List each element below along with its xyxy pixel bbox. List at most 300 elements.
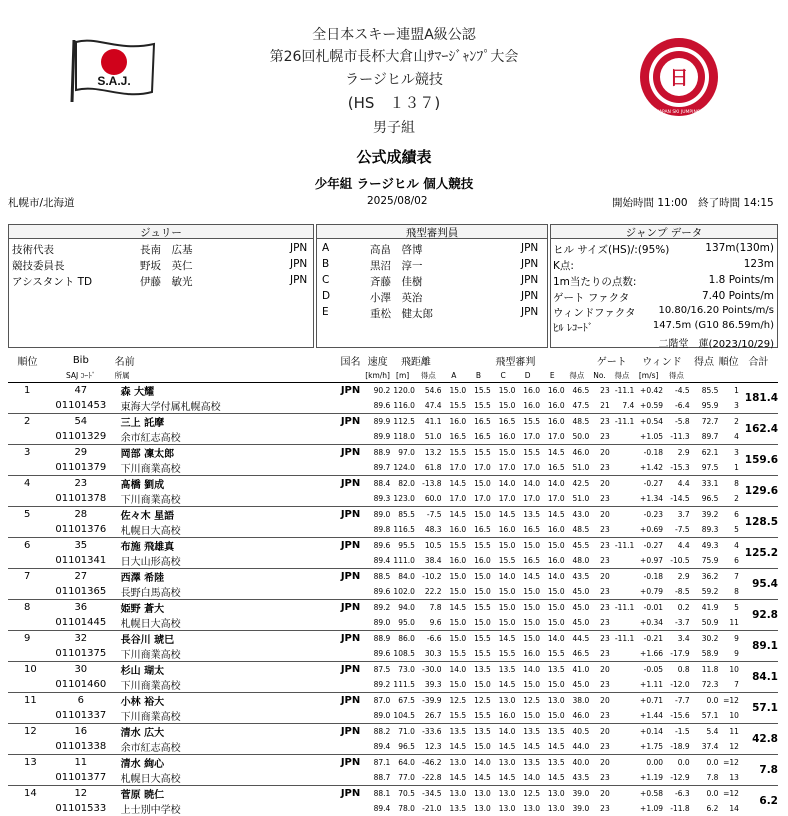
- judge-name: 高畠 啓博: [370, 242, 423, 257]
- athlete-bib: 36: [47, 600, 115, 616]
- round-distance-points: -6.6: [415, 631, 442, 647]
- round-judge-a: 17.0: [442, 460, 467, 476]
- table-row: [8, 677, 778, 693]
- round-judge-d: 15.0: [515, 600, 540, 616]
- athlete-name: 杉山 瑚太: [115, 662, 337, 678]
- round-round-rank: 3: [718, 445, 739, 461]
- round-round-points: 96.5: [690, 491, 719, 507]
- round-judge-d: 16.5: [515, 553, 540, 569]
- round-judge-b: 17.0: [466, 460, 491, 476]
- round-gate-no: 23: [589, 770, 610, 786]
- round-gate-points: [610, 584, 635, 600]
- round-judge-e: 14.5: [540, 770, 565, 786]
- round-speed: 89.0: [365, 507, 390, 523]
- athlete-bib: 29: [47, 445, 115, 461]
- round-wind-points: -11.8: [663, 801, 690, 816]
- athlete-nat: JPN: [336, 662, 365, 678]
- round-distance: 94.0: [390, 600, 415, 616]
- round-round-points: 89.7: [690, 429, 719, 445]
- round-wind-speed: +0.58: [634, 786, 663, 802]
- round-judge-points: 48.0: [565, 553, 590, 569]
- table-row: [8, 445, 778, 461]
- table-row: [8, 491, 778, 507]
- athlete-bib: 35: [47, 538, 115, 554]
- col-distance: 飛距離: [390, 353, 441, 368]
- athlete-saj-code: 01101375: [47, 646, 115, 662]
- round-wind-speed: +1.44: [634, 708, 663, 724]
- round-judge-a: 14.5: [442, 770, 467, 786]
- round-judge-b: 15.5: [466, 398, 491, 414]
- round-judge-c: 15.0: [491, 398, 516, 414]
- round-gate-points: [610, 476, 635, 492]
- table-row: [8, 398, 778, 414]
- round-round-rank: 4: [718, 429, 739, 445]
- athlete-rank: 1: [8, 383, 47, 399]
- round-judge-b: 15.5: [466, 708, 491, 724]
- round-gate-points: [610, 569, 635, 585]
- athlete-nat: JPN: [336, 786, 365, 802]
- round-gate-points: [610, 522, 635, 538]
- round-round-rank: 9: [718, 631, 739, 647]
- athlete-total: 89.1: [739, 631, 778, 662]
- table-row: [8, 414, 778, 430]
- table-row: [8, 507, 778, 523]
- blank-cell: [8, 615, 47, 631]
- round-speed: 88.1: [365, 786, 390, 802]
- round-round-points: 6.2: [690, 801, 719, 816]
- round-judge-c: 13.0: [491, 693, 516, 709]
- athlete-nat: JPN: [336, 569, 365, 585]
- blank-cell: [336, 491, 365, 507]
- round-gate-points: [610, 677, 635, 693]
- col-judge-a: A: [442, 368, 467, 383]
- judge-id: A: [322, 242, 329, 254]
- round-judge-points: 45.0: [565, 677, 590, 693]
- round-wind-speed: -0.01: [634, 600, 663, 616]
- round-gate-points: [610, 460, 635, 476]
- round-distance-points: -22.8: [415, 770, 442, 786]
- round-round-rank: 7: [718, 569, 739, 585]
- athlete-name: 西澤 希陸: [115, 569, 337, 585]
- jury-title: ジュリー: [9, 225, 313, 239]
- round-judge-d: 16.0: [515, 383, 540, 399]
- jury-nat: JPN: [290, 274, 307, 286]
- round-round-points: 75.9: [690, 553, 719, 569]
- round-judge-c: 14.0: [491, 569, 516, 585]
- blank-cell: [8, 677, 47, 693]
- athlete-bib: 23: [47, 476, 115, 492]
- round-distance-points: 51.0: [415, 429, 442, 445]
- round-distance: 116.5: [390, 522, 415, 538]
- table-row: [8, 646, 778, 662]
- round-wind-speed: +0.34: [634, 615, 663, 631]
- round-gate-points: [610, 553, 635, 569]
- round-gate-no: 23: [589, 739, 610, 755]
- round-round-rank: 1: [718, 383, 739, 399]
- round-distance-points: -21.0: [415, 801, 442, 816]
- round-wind-speed: +1.19: [634, 770, 663, 786]
- header-line-certification: 全日本スキー連盟A級公認: [0, 24, 788, 44]
- jury-role: 技術代表: [12, 242, 54, 257]
- round-judge-e: 15.0: [540, 600, 565, 616]
- round-gate-no: 20: [589, 724, 610, 740]
- round-judge-points: 45.0: [565, 600, 590, 616]
- round-judge-e: 15.0: [540, 615, 565, 631]
- table-row: [8, 755, 778, 771]
- round-round-points: 72.7: [690, 414, 719, 430]
- judge-nat: JPN: [521, 242, 538, 254]
- round-distance: 95.0: [390, 615, 415, 631]
- round-wind-points: -10.5: [663, 553, 690, 569]
- round-judge-c: 15.0: [491, 383, 516, 399]
- round-round-rank: 14: [718, 801, 739, 816]
- round-judge-e: 15.0: [540, 538, 565, 554]
- round-judge-c: 16.0: [491, 429, 516, 445]
- round-distance: 123.0: [390, 491, 415, 507]
- round-wind-speed: +1.11: [634, 677, 663, 693]
- round-judge-c: 13.0: [491, 801, 516, 816]
- round-wind-points: 3.7: [663, 507, 690, 523]
- round-speed: 88.9: [365, 445, 390, 461]
- jury-name: 野坂 英仁: [140, 258, 193, 273]
- athlete-nat: JPN: [336, 476, 365, 492]
- round-wind-points: -4.5: [663, 383, 690, 399]
- round-round-points: 5.4: [690, 724, 719, 740]
- round-gate-no: 23: [589, 553, 610, 569]
- round-round-points: 50.9: [690, 615, 719, 631]
- round-distance-points: -30.0: [415, 662, 442, 678]
- round-distance-points: 38.4: [415, 553, 442, 569]
- round-distance: 124.0: [390, 460, 415, 476]
- athlete-team: 札幌日大高校: [115, 770, 337, 786]
- round-gate-no: 23: [589, 631, 610, 647]
- round-gate-points: [610, 662, 635, 678]
- round-judge-d: 17.0: [515, 429, 540, 445]
- round-judge-b: 13.5: [466, 724, 491, 740]
- round-distance-points: -10.2: [415, 569, 442, 585]
- athlete-name: 姫野 蒼大: [115, 600, 337, 616]
- athlete-nat: JPN: [336, 507, 365, 523]
- round-gate-no: 20: [589, 507, 610, 523]
- blank-cell: [336, 460, 365, 476]
- round-distance: 108.5: [390, 646, 415, 662]
- round-judge-d: 14.0: [515, 662, 540, 678]
- round-judge-a: 15.0: [442, 677, 467, 693]
- round-gate-no: 20: [589, 755, 610, 771]
- table-row: [8, 693, 778, 709]
- col-wind: ウィンド: [634, 353, 689, 368]
- round-distance: 67.5: [390, 693, 415, 709]
- athlete-team: 下川商業高校: [115, 646, 337, 662]
- round-round-points: 89.3: [690, 522, 719, 538]
- jury-nat: JPN: [290, 258, 307, 270]
- round-distance: 116.0: [390, 398, 415, 414]
- judge-name: 黒沼 淳一: [370, 258, 423, 273]
- round-round-points: 0.0: [690, 693, 719, 709]
- round-round-rank: 1: [718, 460, 739, 476]
- round-judge-points: 48.5: [565, 414, 590, 430]
- round-judge-points: 51.0: [565, 491, 590, 507]
- round-gate-points: [610, 646, 635, 662]
- athlete-rank: 6: [8, 538, 47, 554]
- athlete-team: 札幌日大高校: [115, 522, 337, 538]
- round-judge-b: 14.5: [466, 770, 491, 786]
- athlete-saj-code: 01101365: [47, 584, 115, 600]
- svg-text:S.A.J.: S.A.J.: [97, 74, 130, 88]
- round-speed: 88.7: [365, 770, 390, 786]
- judge-nat: JPN: [521, 274, 538, 286]
- header-line-discipline: ラージヒル競技: [0, 69, 788, 89]
- round-speed: 87.1: [365, 755, 390, 771]
- round-wind-points: -12.0: [663, 677, 690, 693]
- round-judge-points: 38.0: [565, 693, 590, 709]
- round-judge-points: 45.0: [565, 584, 590, 600]
- round-wind-speed: -0.23: [634, 507, 663, 523]
- round-wind-points: -5.8: [663, 414, 690, 430]
- round-judge-a: 16.0: [442, 522, 467, 538]
- athlete-nat: JPN: [336, 600, 365, 616]
- round-wind-speed: +0.54: [634, 414, 663, 430]
- round-gate-no: 23: [589, 414, 610, 430]
- round-speed: 89.7: [365, 460, 390, 476]
- athlete-team: 下川商業高校: [115, 708, 337, 724]
- round-round-rank: 8: [718, 584, 739, 600]
- blank-cell: [8, 429, 47, 445]
- col-m: [m]: [390, 368, 415, 383]
- round-round-points: 72.3: [690, 677, 719, 693]
- round-round-rank: 10: [718, 662, 739, 678]
- round-wind-speed: +0.59: [634, 398, 663, 414]
- round-gate-no: 23: [589, 801, 610, 816]
- blank-cell: [336, 677, 365, 693]
- round-gate-points: [610, 445, 635, 461]
- blank-cell: [336, 801, 365, 816]
- round-gate-no: 23: [589, 538, 610, 554]
- round-judge-e: 14.0: [540, 631, 565, 647]
- round-judge-b: 12.5: [466, 693, 491, 709]
- round-gate-points: [610, 615, 635, 631]
- athlete-bib: 30: [47, 662, 115, 678]
- round-distance: 104.5: [390, 708, 415, 724]
- table-row: [8, 801, 778, 816]
- round-gate-points: -11.1: [610, 538, 635, 554]
- athlete-nat: JPN: [336, 755, 365, 771]
- round-round-points: 11.8: [690, 662, 719, 678]
- round-judge-b: 15.0: [466, 677, 491, 693]
- athlete-team: 余市紅志高校: [115, 429, 337, 445]
- round-judge-b: 13.5: [466, 662, 491, 678]
- blank-cell: [336, 553, 365, 569]
- athlete-saj-code: 01101341: [47, 553, 115, 569]
- athlete-team: 長野白馬高校: [115, 584, 337, 600]
- saj-flag-logo: [68, 36, 158, 104]
- blank-cell: [8, 460, 47, 476]
- round-judge-c: 17.0: [491, 460, 516, 476]
- table-row: [8, 615, 778, 631]
- round-judge-b: 16.0: [466, 553, 491, 569]
- table-row: [8, 383, 778, 399]
- round-wind-speed: -0.18: [634, 445, 663, 461]
- jump-data-value: 123m: [744, 258, 774, 270]
- document-subtitle: 少年組 ラージヒル 個人競技: [0, 174, 788, 192]
- event-date: 2025/08/02: [367, 195, 428, 207]
- blank-cell: [8, 398, 47, 414]
- athlete-nat: JPN: [336, 414, 365, 430]
- round-round-rank: 3: [718, 398, 739, 414]
- round-judge-a: 14.5: [442, 600, 467, 616]
- round-wind-points: -11.3: [663, 429, 690, 445]
- blank-cell: [8, 646, 47, 662]
- round-judge-points: 44.5: [565, 631, 590, 647]
- round-round-points: 57.1: [690, 708, 719, 724]
- round-judge-d: 15.0: [515, 708, 540, 724]
- col-judges: 飛型審判: [442, 353, 590, 368]
- round-judge-d: 15.0: [515, 615, 540, 631]
- athlete-total: 42.8: [739, 724, 778, 755]
- col-bib: Bib: [47, 353, 115, 368]
- round-speed: 89.0: [365, 615, 390, 631]
- round-wind-speed: -0.27: [634, 538, 663, 554]
- col-name: 名前: [115, 353, 337, 368]
- round-judge-points: 42.5: [565, 476, 590, 492]
- round-judge-e: 13.5: [540, 755, 565, 771]
- round-judge-b: 15.5: [466, 538, 491, 554]
- blank-cell: [8, 770, 47, 786]
- round-judge-c: 15.0: [491, 445, 516, 461]
- round-judge-d: 15.0: [515, 584, 540, 600]
- athlete-saj-code: 01101453: [47, 398, 115, 414]
- round-round-rank: 11: [718, 724, 739, 740]
- round-judge-points: 43.0: [565, 507, 590, 523]
- round-gate-no: 20: [589, 569, 610, 585]
- round-judge-a: 16.0: [442, 414, 467, 430]
- round-judge-b: 15.0: [466, 584, 491, 600]
- round-wind-points: -3.7: [663, 615, 690, 631]
- round-gate-no: 20: [589, 786, 610, 802]
- jump-data-title: ジャンプ データ: [551, 225, 777, 239]
- round-judge-b: 15.5: [466, 646, 491, 662]
- jump-data-value: 二階堂 蓮(2023/10/29): [659, 335, 774, 350]
- svg-text:JAPAN SKI JUMPING: JAPAN SKI JUMPING: [657, 109, 701, 115]
- round-wind-speed: +1.34: [634, 491, 663, 507]
- athlete-name: 佐々木 星語: [115, 507, 337, 523]
- athlete-total: 181.4: [739, 383, 778, 414]
- round-judge-a: 15.5: [442, 398, 467, 414]
- document-title: 公式成績表: [0, 146, 788, 167]
- round-judge-d: 16.0: [515, 646, 540, 662]
- round-round-rank: 6: [718, 553, 739, 569]
- round-judge-c: 13.0: [491, 755, 516, 771]
- round-judge-a: 15.0: [442, 631, 467, 647]
- blank-cell: [336, 522, 365, 538]
- round-judge-d: 15.5: [515, 445, 540, 461]
- round-judge-points: 44.0: [565, 739, 590, 755]
- column-subheader-row: [8, 368, 778, 383]
- round-gate-no: 23: [589, 646, 610, 662]
- jump-data-label: K点:: [553, 258, 574, 273]
- round-judge-a: 14.5: [442, 739, 467, 755]
- blank-cell: [336, 584, 365, 600]
- start-end-time: 開始時間 11:00 終了時間 14:15: [612, 195, 774, 210]
- round-judge-c: 14.5: [491, 507, 516, 523]
- round-wind-points: 0.2: [663, 600, 690, 616]
- round-judge-b: 15.5: [466, 383, 491, 399]
- judge-name: 重松 健太郎: [370, 306, 433, 321]
- jump-data-value: 1.8 Points/m: [709, 274, 774, 286]
- round-gate-points: -11.1: [610, 631, 635, 647]
- round-speed: 89.6: [365, 646, 390, 662]
- round-distance-points: 47.4: [415, 398, 442, 414]
- round-judge-a: 16.0: [442, 553, 467, 569]
- athlete-team: 札幌日大高校: [115, 615, 337, 631]
- round-distance: 112.5: [390, 414, 415, 430]
- round-judge-points: 45.5: [565, 538, 590, 554]
- athlete-saj-code: 01101533: [47, 801, 115, 816]
- round-wind-points: -6.4: [663, 398, 690, 414]
- round-judge-d: 15.0: [515, 538, 540, 554]
- athlete-nat: JPN: [336, 724, 365, 740]
- round-judge-a: 15.5: [442, 646, 467, 662]
- round-judge-d: 16.5: [515, 522, 540, 538]
- round-distance-points: 41.1: [415, 414, 442, 430]
- page-header: [0, 0, 788, 142]
- round-distance: 77.0: [390, 770, 415, 786]
- jump-data-value: 7.40 Points/m: [702, 290, 774, 302]
- round-judge-b: 15.5: [466, 631, 491, 647]
- round-round-rank: 12: [718, 739, 739, 755]
- col-wind-ms: [m/s]: [634, 368, 663, 383]
- table-row: [8, 708, 778, 724]
- round-gate-no: 23: [589, 708, 610, 724]
- round-speed: 88.4: [365, 476, 390, 492]
- athlete-saj-code: 01101379: [47, 460, 115, 476]
- round-wind-points: -18.9: [663, 739, 690, 755]
- round-judge-b: 15.0: [466, 569, 491, 585]
- round-judge-e: 13.0: [540, 693, 565, 709]
- athlete-rank: 2: [8, 414, 47, 430]
- athlete-bib: 27: [47, 569, 115, 585]
- round-wind-speed: -0.05: [634, 662, 663, 678]
- col-saj-code: SAJ ｺｰﾄﾞ: [47, 368, 115, 383]
- round-judge-points: 39.0: [565, 786, 590, 802]
- round-judge-b: 13.0: [466, 801, 491, 816]
- round-wind-points: 4.4: [663, 476, 690, 492]
- round-judge-e: 13.0: [540, 801, 565, 816]
- round-judge-d: 17.0: [515, 460, 540, 476]
- round-round-points: 49.3: [690, 538, 719, 554]
- round-distance-points: 22.2: [415, 584, 442, 600]
- round-speed: 88.9: [365, 631, 390, 647]
- round-judge-c: 16.0: [491, 522, 516, 538]
- round-distance-points: -33.6: [415, 724, 442, 740]
- round-gate-points: [610, 491, 635, 507]
- athlete-saj-code: 01101329: [47, 429, 115, 445]
- round-wind-speed: +0.71: [634, 693, 663, 709]
- round-wind-speed: +0.14: [634, 724, 663, 740]
- jump-data-label: ゲート ファクタ: [553, 290, 629, 305]
- round-gate-no: 23: [589, 491, 610, 507]
- round-gate-points: [610, 770, 635, 786]
- round-judge-b: 16.5: [466, 414, 491, 430]
- col-judge-pts: 得点: [565, 368, 590, 383]
- round-distance: 86.0: [390, 631, 415, 647]
- round-distance-points: 39.3: [415, 677, 442, 693]
- col-judge-c: C: [491, 368, 516, 383]
- athlete-total: 125.2: [739, 538, 778, 569]
- round-gate-no: 20: [589, 662, 610, 678]
- col-judge-b: B: [466, 368, 491, 383]
- round-judge-a: 13.0: [442, 755, 467, 771]
